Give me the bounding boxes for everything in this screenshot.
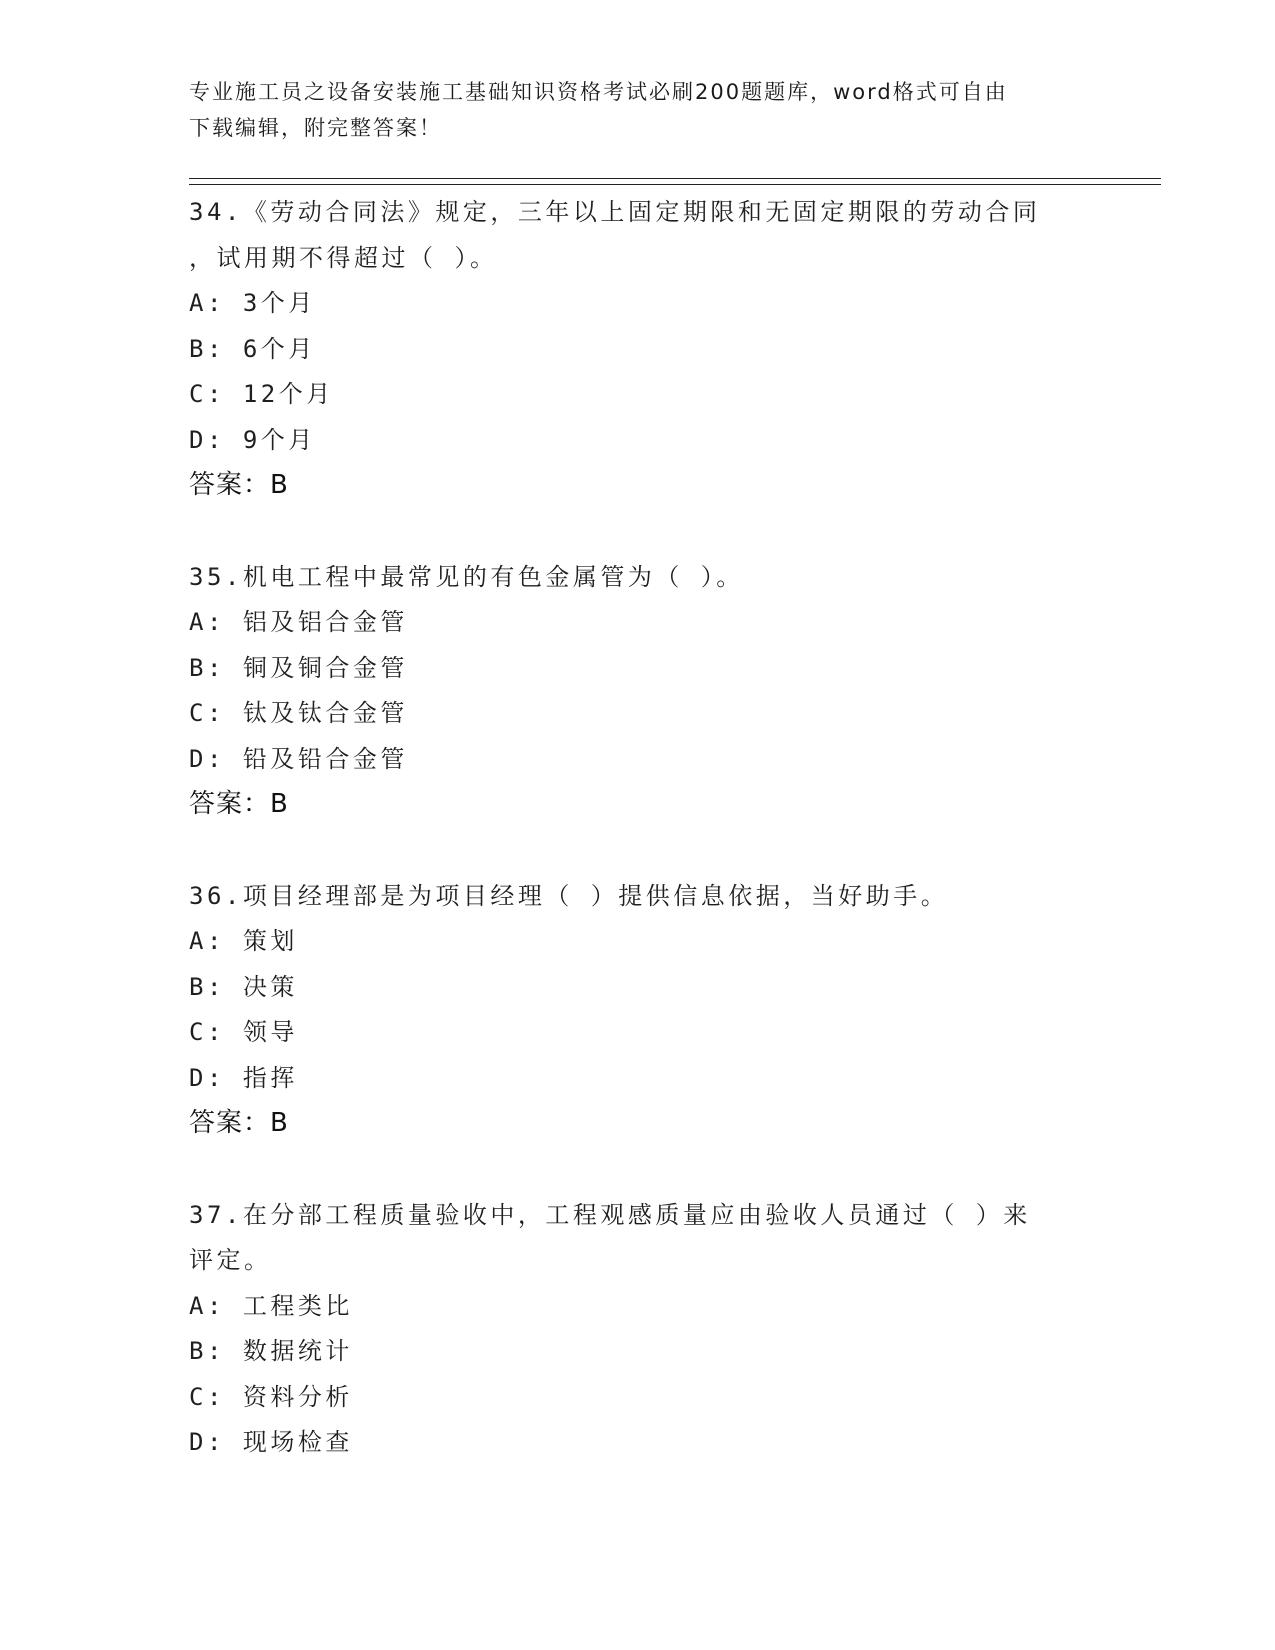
question-stem-line: 36.项目经理部是为项目经理（ ）提供信息依据，当好助手。 (189, 881, 949, 910)
question-stem-line: 34.《劳动合同法》规定，三年以上固定期限和无固定期限的劳动合同 (189, 198, 1041, 226)
option-d: D: 指挥 (189, 1063, 298, 1092)
option-d: D: 铅及铅合金管 (189, 744, 408, 773)
question-36 (189, 874, 1089, 1147)
question-stem-line: 37.在分部工程质量验收中，工程观感质量应由验收人员通过（ ）来 (189, 1200, 1031, 1229)
question-list (189, 190, 1089, 1512)
option-a: A: 工程类比 (189, 1291, 353, 1320)
header-divider-top (189, 178, 1161, 179)
option-c: C: 12个月 (189, 380, 334, 408)
answer-label: 答案：B (189, 470, 289, 500)
option-b: B: 数据统计 (189, 1337, 353, 1365)
option-a: A: 铝及铝合金管 (189, 608, 408, 636)
option-a: A: 3个月 (189, 289, 316, 317)
option-c: C: 领导 (189, 1018, 298, 1046)
option-c: C: 钛及钛合金管 (189, 699, 408, 727)
question-stem-line: 评定。 (189, 1246, 272, 1274)
header-divider-bottom (189, 184, 1161, 185)
option-a: A: 策划 (189, 927, 298, 955)
option-b: B: 决策 (189, 972, 298, 1001)
answer-label: 答案：B (189, 1108, 289, 1138)
header-line-1: 专业施工员之设备安装施工基础知识资格考试必刷200题题库，word格式可自由 (189, 80, 1008, 104)
header-line-2: 下载编辑，附完整答案！ (189, 116, 442, 140)
question-35 (189, 555, 1089, 828)
document-header (189, 74, 1089, 146)
option-b: B: 铜及铜合金管 (189, 653, 408, 682)
option-d: D: 9个月 (189, 425, 316, 454)
question-34 (189, 190, 1089, 509)
question-stem-line: ，试用期不得超过（ ）。 (189, 243, 498, 272)
question-stem-line: 35.机电工程中最常见的有色金属管为（ ）。 (189, 562, 744, 591)
option-d: D: 现场检查 (189, 1428, 353, 1456)
answer-label: 答案：B (189, 789, 289, 819)
question-37 (189, 1193, 1089, 1466)
option-c: C: 资料分析 (189, 1382, 353, 1411)
option-b: B: 6个月 (189, 334, 316, 363)
